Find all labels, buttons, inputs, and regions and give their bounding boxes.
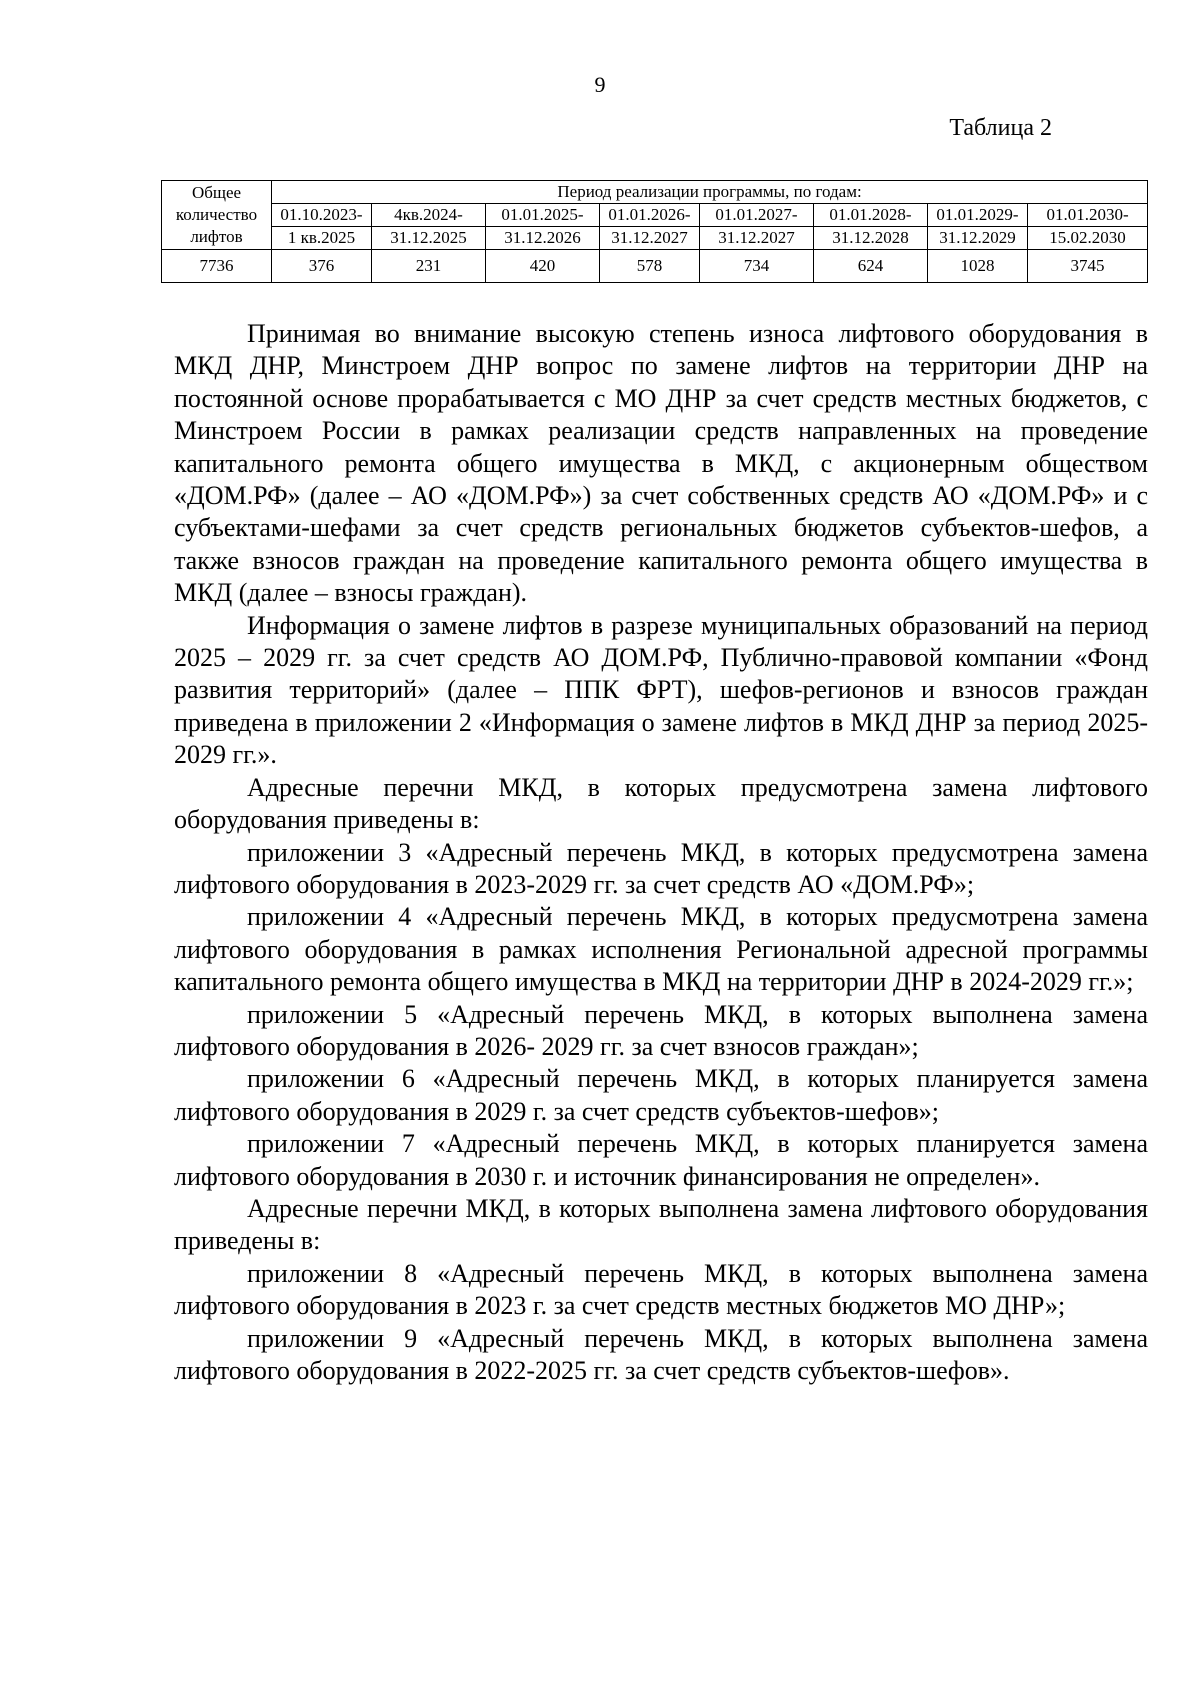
period-end: 31.12.2029 <box>928 227 1028 250</box>
paragraph: Адресные перечни МКД, в которых предусмотрена замена лифтового оборудования приведены в: <box>174 772 1148 835</box>
period-value: 734 <box>700 250 814 283</box>
period-start: 01.01.2025- <box>486 204 600 227</box>
period-end: 1 кв.2025 <box>272 227 372 250</box>
period-end: 15.02.2030 <box>1028 227 1148 250</box>
period-start: 01.01.2028- <box>814 204 928 227</box>
period-end: 31.12.2027 <box>700 227 814 250</box>
period-value: 231 <box>372 250 486 283</box>
paragraph: приложении 8 «Адресный перечень МКД, в которых выполнена замена лифтового оборудования в 2023 г. за счет средств местных бюджетов МО ДНР»; <box>174 1258 1148 1321</box>
page-number: 9 <box>594 72 606 97</box>
paragraph: приложении 9 «Адресный перечень МКД, в которых выполнена замена лифтового оборудования в 2022-2025 гг. за счет средств субъектов-шефов». <box>174 1323 1148 1385</box>
period-end-row <box>162 227 1148 250</box>
lift-replacement-table <box>161 180 1148 283</box>
paragraph: приложении 7 «Адресный перечень МКД, в которых планируется замена лифтового оборудования в 2030 г. и источник финансирования не определен». <box>174 1129 1148 1191</box>
paragraph: приложении 6 «Адресный перечень МКД, в которых планируется замена лифтового оборудования в 2029 г. за счет средств субъектов-шефов»; <box>174 1064 1148 1126</box>
total-header-line: лифтов <box>190 227 243 246</box>
header-row <box>162 181 1148 204</box>
period-end: 31.12.2027 <box>600 227 700 250</box>
body-text <box>174 318 1148 1387</box>
period-start-row <box>162 204 1148 227</box>
total-lifts-header <box>162 181 272 250</box>
period-start: 01.10.2023- <box>272 204 372 227</box>
period-start: 4кв.2024- <box>372 204 486 227</box>
total-header-line: Общее <box>191 183 242 202</box>
value-row <box>162 250 1148 283</box>
period-value: 578 <box>600 250 700 283</box>
period-end: 31.12.2026 <box>486 227 600 250</box>
paragraph: приложении 5 «Адресный перечень МКД, в которых выполнена замена лифтового оборудования в 2026- 2029 гг. за счет взносов граждан»; <box>174 999 1148 1061</box>
period-end: 31.12.2028 <box>814 227 928 250</box>
total-header-line: количество <box>175 205 258 224</box>
period-value: 376 <box>272 250 372 283</box>
paragraph: Адресные перечни МКД, в которых выполнена замена лифтового оборудования приведены в: <box>174 1193 1148 1256</box>
period-value: 624 <box>814 250 928 283</box>
period-start: 01.01.2027- <box>700 204 814 227</box>
paragraph: приложении 4 «Адресный перечень МКД, в которых предусмотрена замена лифтового оборудования в рамках исполнения Региональной адресной программы капитального ремонта общего имущества в МКД на территории ДНР в 2024-2029 гг.»; <box>174 902 1148 997</box>
table-caption: Таблица 2 <box>949 115 1052 141</box>
period-value: 420 <box>486 250 600 283</box>
paragraph: Информация о замене лифтов в разрезе муниципальных образований на период 2025 – 2029 гг. за счет средств АО ДОМ.РФ, Публично-правовой компании «Фонд развития территорий» (далее – ППК ФРТ), шефов-регионов и взносов граждан приведена в приложении 2 «Информация о замене лифтов в МКД ДНР за период 2025-2029 гг.». <box>174 610 1148 770</box>
period-start: 01.01.2029- <box>928 204 1028 227</box>
period-start: 01.01.2026- <box>600 204 700 227</box>
total-value: 7736 <box>162 250 272 283</box>
period-end: 31.12.2025 <box>372 227 486 250</box>
paragraph: приложении 3 «Адресный перечень МКД, в которых предусмотрена замена лифтового оборудования в 2023-2029 гг. за счет средств АО «ДОМ.РФ»; <box>174 837 1148 899</box>
period-header: Период реализации программы, по годам: <box>272 181 1148 204</box>
period-value: 1028 <box>928 250 1028 283</box>
paragraph: Принимая во внимание высокую степень износа лифтового оборудования в МКД ДНР, Минстроем ДНР вопрос по замене лифтов на территории ДНР на постоянной основе прорабатывается с МО ДНР за счет средств местных бюджетов, с Минстроем России в рамках реализации средств направленных на проведение капитального ремонта общего имущества в МКД, с акционерным обществом «ДОМ.РФ» (далее – АО «ДОМ.РФ») за счет собственных средств АО «ДОМ.РФ» и с субъектами-шефами за счет средств региональных бюджетов субъектов-шефов, а также взносов граждан на проведение капитального ремонта общего имущества в МКД (далее – взносы граждан). <box>174 319 1148 608</box>
period-start: 01.01.2030- <box>1028 204 1148 227</box>
period-value: 3745 <box>1028 250 1148 283</box>
